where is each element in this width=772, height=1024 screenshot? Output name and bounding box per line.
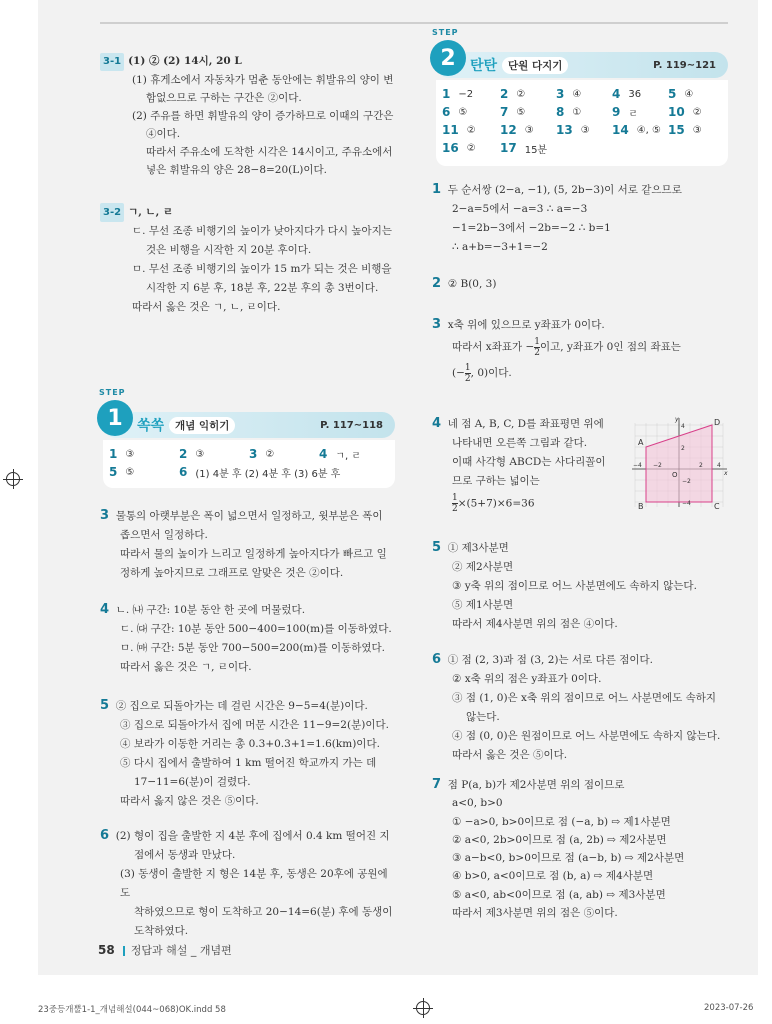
text-line: ② a<0, 2b>0이므로 점 (a, 2b) ⇨ 제2사분면 — [452, 833, 667, 846]
text-line: ㅁ. 무선 조종 비행기의 높이가 15 m가 되는 것은 비행을 — [132, 263, 392, 275]
text-line: 나타내면 오른쪽 그림과 같다. — [452, 437, 588, 449]
text-line: 이고, y좌표가 0인 점의 좌표는 — [540, 341, 681, 353]
tick-label: −4 — [682, 500, 691, 507]
answer-3-1-summary: (1) ② (2) 14시, 20 L — [128, 55, 242, 67]
answer-number: 6 — [179, 465, 188, 479]
step1-keyword: 쏙쏙 — [137, 418, 165, 434]
answer-number: 9 — [612, 105, 621, 119]
text-line: 네 점 A, B, C, D를 좌표평면 위에 — [447, 418, 604, 430]
answer-value: ④ — [572, 88, 582, 100]
text-line: 착하였으므로 형이 도착하고 20−14=6(분) 후에 동생이 — [134, 906, 393, 918]
fraction-denominator: 2 — [534, 347, 540, 358]
explanation-r4 — [432, 414, 632, 514]
text-line: 따라서 옳은 것은 ⑤이다. — [452, 749, 568, 761]
explanation-number: 3 — [432, 317, 442, 332]
answer-value: ② — [516, 88, 526, 100]
step1-title: 개념 익히기 — [169, 417, 235, 434]
answer-value: ③ — [125, 448, 135, 460]
text-line: −1=2b−3에서 −2b=−2 ∴ b=1 — [452, 222, 611, 234]
explanation-r3 — [432, 314, 732, 384]
step1-header — [99, 388, 395, 438]
answer-value: ② — [466, 142, 476, 154]
explanation-6 — [100, 826, 400, 941]
fraction-numerator: 1 — [534, 336, 540, 347]
text-line: 따라서 옳은 것은 ㄱ, ㄴ, ㄹ이다. — [132, 301, 281, 313]
tick-label: −2 — [682, 478, 691, 485]
point-prefix: (− — [452, 367, 465, 379]
text-line: 도착하였다. — [134, 925, 189, 937]
answer-number: 2 — [500, 87, 509, 101]
tag-3-2: 3-2 — [100, 203, 124, 222]
answer-number: 11 — [442, 123, 459, 137]
text-line: (2) 형이 집을 출발한 지 4분 후에 집에서 0.4 km 떨어진 지 — [115, 830, 390, 842]
step2-keyword: 탄탄 — [470, 58, 498, 74]
text-line: (1) 휴게소에서 자동차가 멈춘 동안에는 휘발유의 양이 변 — [132, 74, 394, 86]
answer-value: (1) 4분 후 (2) 4분 후 (3) 6분 후 — [195, 468, 341, 480]
answer-value: ② — [692, 106, 702, 118]
explanation-number: 2 — [432, 276, 442, 291]
step2-header — [432, 28, 728, 78]
footer-divider — [123, 946, 125, 956]
explanation-number: 6 — [100, 828, 110, 843]
top-rule — [100, 22, 728, 24]
explanation-number: 4 — [432, 416, 442, 431]
file-name: 23중등개뿔1-1_개념해설(044~068)OK.indd 58 — [38, 1005, 226, 1015]
answer-number: 13 — [556, 123, 573, 137]
answer-value: ④, ⑤ — [636, 124, 661, 136]
answer-3-2 — [100, 203, 400, 317]
print-date: 2023-07-26 — [704, 1003, 754, 1013]
text-line: 함없으므로 구하는 구간은 ②이다. — [146, 92, 302, 104]
step1-number: 1 — [97, 400, 133, 436]
text-line: 2−a=5에서 −a=3 ∴ a=−3 — [452, 203, 588, 215]
text-line: ×(5+7)×6=36 — [457, 497, 535, 510]
answer-number: 17 — [500, 141, 517, 155]
step1-pages: P. 117∼118 — [320, 419, 383, 431]
tick-label: −2 — [653, 462, 662, 469]
text-line: ③ 집으로 되돌아가서 집에 머문 시간은 11−9=2(분)이다. — [120, 719, 389, 731]
answer-number: 3 — [556, 87, 565, 101]
text-line: 두 순서쌍 (2−a, −1), (5, 2b−3)이 서로 같으므로 — [447, 184, 682, 196]
text-line: ① 점 (2, 3)과 점 (3, 2)는 서로 다른 점이다. — [447, 654, 653, 666]
explanation-number: 5 — [100, 698, 110, 713]
explanation-number: 5 — [432, 540, 442, 555]
page-footer — [98, 942, 232, 958]
registration-mark-icon — [6, 472, 20, 486]
text-line: ⑤ a<0, ab<0이므로 점 (a, ab) ⇨ 제3사분면 — [452, 888, 666, 901]
text-line: ④ 점 (0, 0)은 원점이므로 어느 사분면에도 속하지 않는다. — [452, 730, 721, 742]
page-number: 58 — [98, 943, 115, 957]
text-line: 좁으면서 일정하다. — [120, 529, 208, 541]
answer-value: ⑤ — [516, 106, 526, 118]
text-line: 넣은 휘발유의 양은 28−8=20(L)이다. — [146, 164, 327, 176]
tick-label: 2 — [699, 462, 703, 469]
answer-value: ㄹ — [628, 108, 639, 120]
text-line: ② 집으로 되돌아가는 데 걸린 시간은 9−5=4(분)이다. — [115, 700, 368, 712]
tag-3-1: 3-1 — [100, 53, 124, 71]
explanation-number: 7 — [432, 777, 442, 792]
answer-value: ⑤ — [125, 466, 135, 478]
answer-value: ② — [265, 448, 275, 460]
text-line: 정하게 높아지므로 그래프로 알맞은 것은 ②이다. — [120, 567, 344, 579]
fraction-denominator: 2 — [452, 504, 458, 514]
section-label: 정답과 해설 _ 개념편 — [130, 944, 232, 957]
explanation-r5 — [432, 538, 732, 634]
step2-answer-grid — [436, 80, 728, 166]
answer-number: 14 — [612, 123, 629, 137]
text-line: (2) 주유를 하면 휘발유의 양이 증가하므로 이때의 구간은 — [132, 110, 394, 122]
answer-number: 3 — [249, 447, 258, 461]
y-axis-label: y — [675, 416, 679, 423]
explanation-number: 1 — [432, 182, 442, 197]
text-line: ④이다. — [146, 128, 181, 140]
answer-number: 8 — [556, 105, 565, 119]
text-line: 17−11=6(분)이 걸렸다. — [134, 776, 251, 788]
text-line: ∴ a+b=−3+1=−2 — [452, 241, 548, 253]
answer-value: 36 — [628, 88, 642, 100]
explanation-4 — [100, 600, 400, 677]
answer-value: ④ — [684, 88, 694, 100]
explanation-number: 6 — [432, 652, 442, 667]
point-b-label: B — [638, 502, 644, 510]
text-line: 따라서 주유소에 도착한 시각은 14시이고, 주유소에서 — [146, 146, 393, 158]
text-line: ② 제2사분면 — [452, 561, 514, 573]
answer-number: 12 — [500, 123, 517, 137]
step2-pages: P. 119∼121 — [653, 59, 716, 71]
answer-value: ㄱ, ㄹ — [335, 450, 362, 462]
text-line: ① −a>0, b>0이므로 점 (−a, b) ⇨ 제1사분면 — [452, 815, 671, 828]
explanation-number: 4 — [100, 602, 110, 617]
explanation-number: 3 — [100, 508, 110, 523]
answer-number: 1 — [442, 87, 451, 101]
text-line: 물통의 아랫부분은 폭이 넓으면서 일정하고, 윗부분은 폭이 — [115, 510, 383, 522]
text-line: 않는다. — [466, 711, 500, 723]
answer-number: 4 — [612, 87, 621, 101]
x-axis-label: x — [724, 470, 728, 477]
text-line: 시작한 지 6분 후, 18분 후, 22분 후의 총 3번이다. — [146, 282, 379, 294]
tick-label: −4 — [633, 462, 642, 469]
step2-label: STEP — [432, 28, 459, 37]
step2-number: 2 — [430, 40, 466, 76]
text-line: 이때 사각형 ABCD는 사다리꼴이 — [452, 456, 606, 468]
text-line: a<0, b>0 — [452, 797, 503, 810]
point-d-label: D — [714, 418, 721, 427]
text-line: 따라서 옳은 것은 ㄱ, ㄹ이다. — [120, 661, 252, 673]
text-line: 것은 비행을 시작한 지 20분 후이다. — [146, 244, 312, 256]
answer-value: ③ — [195, 448, 205, 460]
answer-3-2-summary: ㄱ, ㄴ, ㄹ — [128, 206, 174, 218]
text-line: ② x축 위의 점은 y좌표가 0이다. — [452, 673, 602, 685]
tick-label: 4 — [717, 462, 721, 469]
text-line: ㄷ. 무선 조종 비행기의 높이가 낮아지다가 다시 높아지는 — [132, 225, 392, 237]
answer-number: 4 — [319, 447, 328, 461]
text-line: 따라서 제3사분면 위의 점은 ⑤이다. — [452, 907, 618, 920]
point-suffix: , 0) — [470, 367, 489, 379]
explanation-r6 — [432, 650, 732, 765]
text-line: ③ y축 위의 점이므로 어느 사분면에도 속하지 않는다. — [452, 580, 697, 592]
explanation-5 — [100, 696, 400, 811]
coordinate-plane — [630, 415, 730, 510]
text-line: 므로 구하는 넓이는 — [452, 475, 540, 487]
text-line: 따라서 물의 높이가 느리고 일정하게 높아지다가 빠르고 일 — [120, 548, 387, 560]
text-line: 따라서 제4사분면 위의 점은 ④이다. — [452, 618, 618, 630]
text-line: (3) 동생이 출발한 지 형은 14분 후, 동생은 20후에 공원에 도 — [120, 868, 388, 899]
answer-3-1 — [100, 52, 400, 179]
text-line: ② B(0, 3) — [447, 278, 497, 290]
step1-label: STEP — [99, 388, 126, 397]
text-line: ⑤ 다시 집에서 출발하여 1 km 떨어진 학교까지 가는 데 — [120, 757, 377, 769]
text-line: ③ 점 (1, 0)은 x축 위의 점이므로 어느 사분면에도 속하지 — [452, 692, 717, 704]
answer-number: 7 — [500, 105, 509, 119]
answer-value: ⑤ — [458, 106, 468, 118]
answer-value: ③ — [692, 124, 702, 136]
answer-value: −2 — [458, 88, 474, 100]
answer-number: 6 — [442, 105, 451, 119]
text-line: ④ 보라가 이동한 거리는 총 0.3+0.3+1=1.6(km)이다. — [120, 738, 380, 750]
text-line: ① 제3사분면 — [447, 542, 509, 554]
point-a-label: A — [638, 438, 644, 447]
explanation-r7 — [432, 776, 732, 922]
answer-value: 15분 — [524, 144, 548, 156]
fraction-numerator: 1 — [464, 362, 471, 373]
text-line: 이다. — [488, 367, 512, 379]
text-line: 점에서 동생과 만났다. — [134, 849, 236, 861]
answer-value: ③ — [524, 124, 534, 136]
text-line: ㄴ. ㈏ 구간: 10분 동안 한 곳에 머물렀다. — [115, 604, 306, 616]
explanation-r1 — [432, 180, 732, 257]
point-c-label: C — [714, 502, 720, 510]
text-line: ㄷ. ㈐ 구간: 10분 동안 500−400=100(m)를 이동하였다. — [120, 623, 392, 635]
text-line: ㅁ. ㈒ 구간: 5분 동안 700−500=200(m)를 이동하였다. — [120, 642, 386, 654]
answer-value: ① — [572, 106, 582, 118]
answer-number: 2 — [179, 447, 188, 461]
text-line: 따라서 옳지 않은 것은 ⑤이다. — [120, 795, 259, 807]
explanation-r2 — [432, 274, 732, 294]
text-line: ⑤ 제1사분면 — [452, 599, 514, 611]
fraction-denominator: 2 — [464, 373, 471, 384]
tick-label: 4 — [681, 423, 685, 430]
answer-number: 5 — [668, 87, 677, 101]
answer-value: ② — [466, 124, 476, 136]
text-line: 점 P(a, b)가 제2사분면 위의 점이므로 — [447, 779, 625, 791]
answer-number: 10 — [668, 105, 685, 119]
text-line: ③ a−b<0, b>0이므로 점 (a−b, b) ⇨ 제2사분면 — [452, 852, 685, 865]
tick-label: 2 — [681, 445, 685, 452]
registration-mark-icon — [416, 1001, 430, 1015]
origin-label: O — [672, 471, 678, 479]
explanation-3 — [100, 506, 400, 583]
fraction-numerator: 1 — [452, 493, 458, 503]
answer-number: 15 — [668, 123, 685, 137]
step1-answer-grid — [103, 440, 395, 488]
text-line: ④ b>0, a<0이므로 점 (b, a) ⇨ 제4사분면 — [452, 870, 654, 883]
answer-number: 16 — [442, 141, 459, 155]
text-line: x축 위에 있으므로 y좌표가 0이다. — [447, 319, 605, 331]
answer-number: 5 — [109, 465, 118, 479]
text-line: 따라서 x좌표가 − — [452, 341, 535, 353]
step2-title: 단원 다지기 — [502, 57, 568, 74]
answer-value: ③ — [580, 124, 590, 136]
answer-number: 1 — [109, 447, 118, 461]
